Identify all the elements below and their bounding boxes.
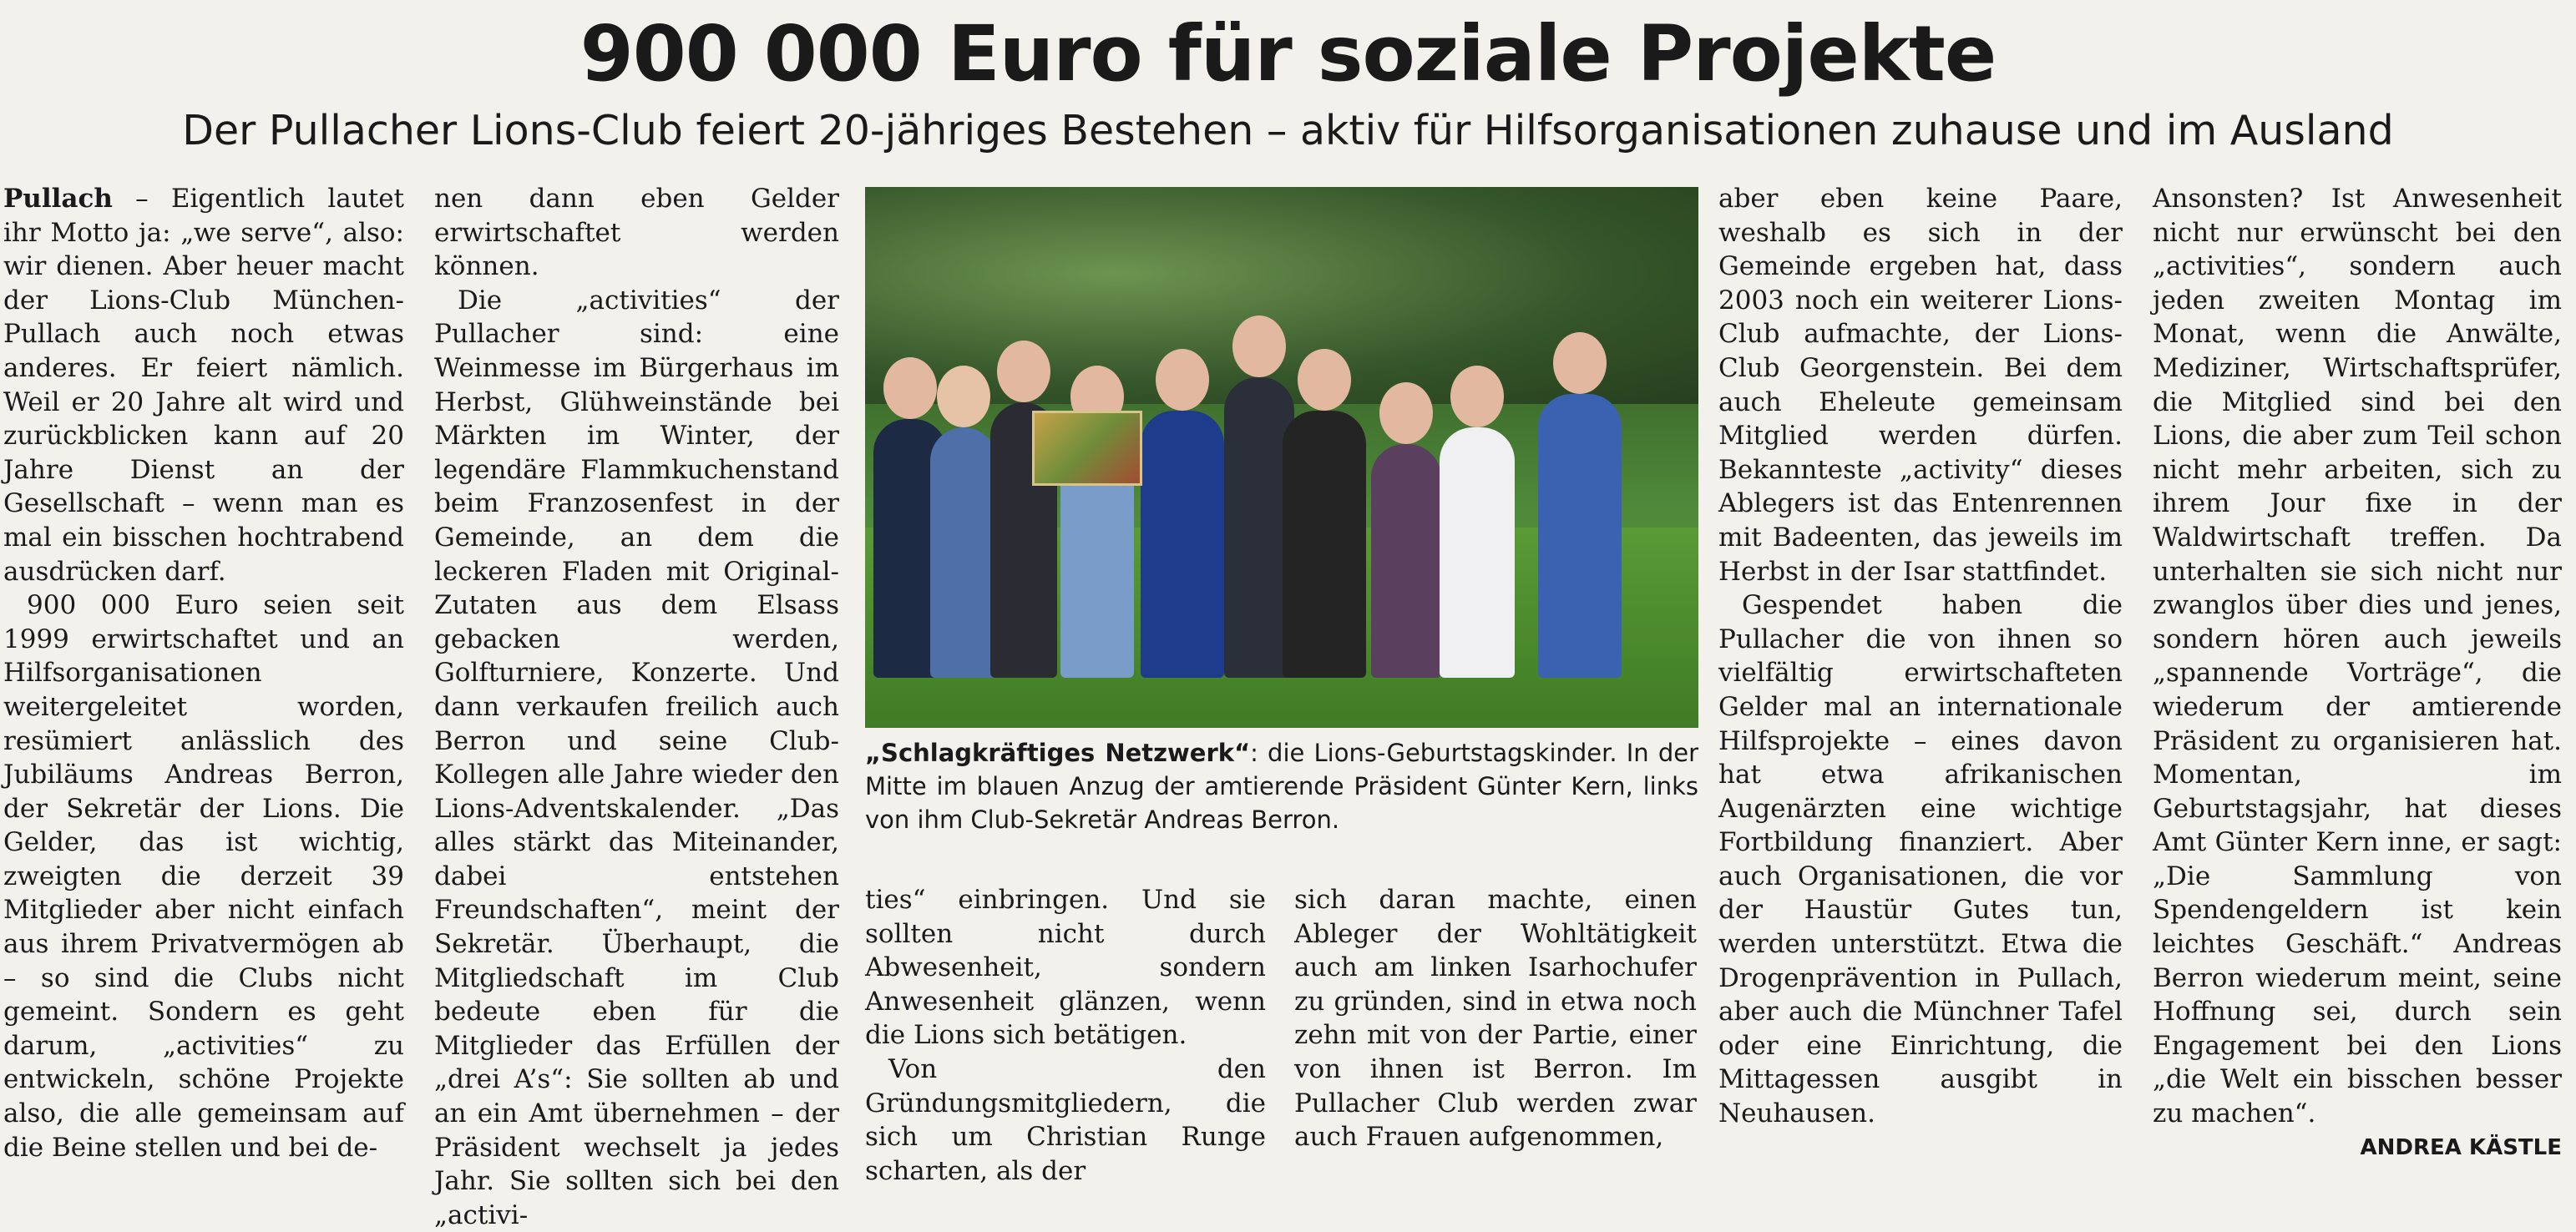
paragraph: Pullach – Eigentlich lautet ihr Motto ja: „we serve“, also: wir dienen. Aber heuer macht der Lions-Club München-Pullach auch noch etwas anderes. Er feiert nämlich. Weil er 20 Jahre alt wird und zurückblicken kann auf 20 Jahre Dienst an der Gesellschaft – wenn man es mal ein bisschen hochtrabend ausdrücken darf. <box>3 184 404 587</box>
framed-painting <box>1032 411 1142 486</box>
text-column-5 <box>865 883 1266 1188</box>
text-column-2 <box>434 182 839 1232</box>
paragraph: aber eben keine Paare, weshalb es sich in der Gemeinde ergeben hat, dass 2003 noch ein weiterer Lions-Club aufmachte, der Lions-Club Georgenstein. Bei dem auch Eheleute gemeinsam Mitglied werden dürfen. Bekannteste „activity“ dieses Ablegers ist das Entenrennen mit Badeenten, das jeweils im Herbst in der Isar stattfindet. <box>1718 184 2123 587</box>
paragraph: Von den Gründungsmitgliedern, die sich um Christian Runge scharten, als der <box>865 1053 1266 1186</box>
author-byline: ANDREA KÄSTLE <box>2360 1134 2562 1160</box>
text-column-4 <box>2153 182 2562 1164</box>
paragraph: Ansonsten? Ist Anwesenheit nicht nur erwünscht bei den „activities“, sondern auch jeden zweiten Montag im Monat, wenn die Anwälte, Mediziner, Wirtschaftsprüfer, die Mitglied sind bei den Lions, die aber zum Teil schon nicht mehr arbeiten, sich zu ihrem Jour fixe in der Waldwirtschaft treffen. Da unterhalten sie sich nicht nur zwanglos über dies und jenes, sondern hören auch jeweils „spannende Vorträge“, die wiederum der amtierende Präsident zu organisieren hat. Momentan, im Geburtstagsjahr, hat dieses Amt Günter Kern inne, er sagt: „Die Sammlung von Spendengeldern ist kein leichtes Geschäft.“ Andreas Berron wiederum meint, seine Hoffnung sei, durch sein Engagement bei den Lions „die Welt ein bisschen besser zu machen“. <box>2153 184 2562 1129</box>
person <box>1141 411 1224 678</box>
paragraph: ties“ einbringen. Und sie sollten nicht durch Abwesenheit, sondern Anwesenheit glänzen, wenn die Lions sich betätigen. <box>865 885 1266 1051</box>
person <box>930 427 997 678</box>
paragraph: 900 000 Euro seien seit 1999 erwirtschaftet und an Hilfsorganisationen weitergeleitet worden, resümiert anlässlich des Jubiläums Andreas Berron, der Sekretär der Lions. Die Gelder, das ist wichtig, zweigten die derzeit 39 Mitglieder aber nicht einfach aus ihrem Privatvermögen ab – so sind die Clubs nicht gemeint. Sondern es geht darum, „activities“ zu entwickeln, schöne Projekte also, die alle gemeinsam auf die Beine stellen und bei de- <box>3 590 404 1163</box>
paragraph: sich daran machte, einen Ableger der Wohltätigkeit auch am linken Isarhochufer zu gründen, sind in etwa noch zehn mit von der Partie, einer von ihnen ist Berron. Im Pullacher Club werden zwar auch Frauen aufgenommen, <box>1294 885 1697 1153</box>
paragraph: nen dann eben Gelder erwirtschaftet werden können. <box>434 184 839 282</box>
paragraph: Die „activities“ der Pullacher sind: eine Weinmesse im Bürgerhaus im Herbst, Glühweinstände bei Märkten im Winter, der legendäre Flammkuchenstand beim Franzosenfest in der Gemeinde, an dem die leckeren Fladen mit Original-Zutaten aus dem Elsass gebacken werden, Golfturniere, Konzerte. Und dann verkaufen freilich auch Berron und seine Club-Kollegen alle Jahre wieder den Lions-Adventskalender. „Das alles stärkt das Miteinander, dabei entstehen Freundschaften“, meint der Sekretär. Überhaupt, die Mitgliedschaft im Club bedeute eben für die Mitglieder das Erfüllen der „drei A’s“: Sie sollten ab und an ein Amt übernehmen – der Präsident wechselt ja jedes Jahr. Sie sollten sich bei den „activi- <box>434 285 839 1230</box>
paragraph: Gespendet haben die Pullacher die von ihnen so vielfältig erwirtschafteten Gelder mal an internationale Hilfsprojekte – eines davon hat etwa afrikanischen Augenärzten eine wichtige Fortbildung finanziert. Aber auch Organisationen, die vor der Haustür Gutes tun, werden unterstützt. Etwa die Drogenprävention in Pullach, aber auch die Münchner Tafel oder eine Einrichtung, die Mittagessen ausgibt in Neuhausen. <box>1718 590 2123 1129</box>
caption-lead: „Schlagkräftiges Netzwerk“ <box>865 739 1251 767</box>
person <box>1283 411 1366 678</box>
photo-caption <box>865 736 1698 836</box>
text-column-6 <box>1294 883 1697 1154</box>
person <box>1440 427 1515 678</box>
person <box>1371 444 1441 678</box>
caption-text: : die Lions-Geburtstagskinder. In der Mitte im blauen Anzug der amtierende Präsident Günter Kern, links von ihm Club-Sekretär Andreas Berron. <box>865 739 1699 834</box>
article-subheadline: Der Pullacher Lions-Club feiert 20-jähriges Bestehen – aktiv für Hilfsorganisationen zuhause und im Ausland <box>182 107 2394 154</box>
dateline: Pullach <box>3 184 113 214</box>
text-column-3 <box>1718 182 2123 1131</box>
person <box>1538 394 1622 678</box>
article-headline: 900 000 Euro für soziale Projekte <box>579 9 1997 98</box>
text-column-1 <box>3 182 404 1164</box>
group-photo <box>865 187 1698 728</box>
